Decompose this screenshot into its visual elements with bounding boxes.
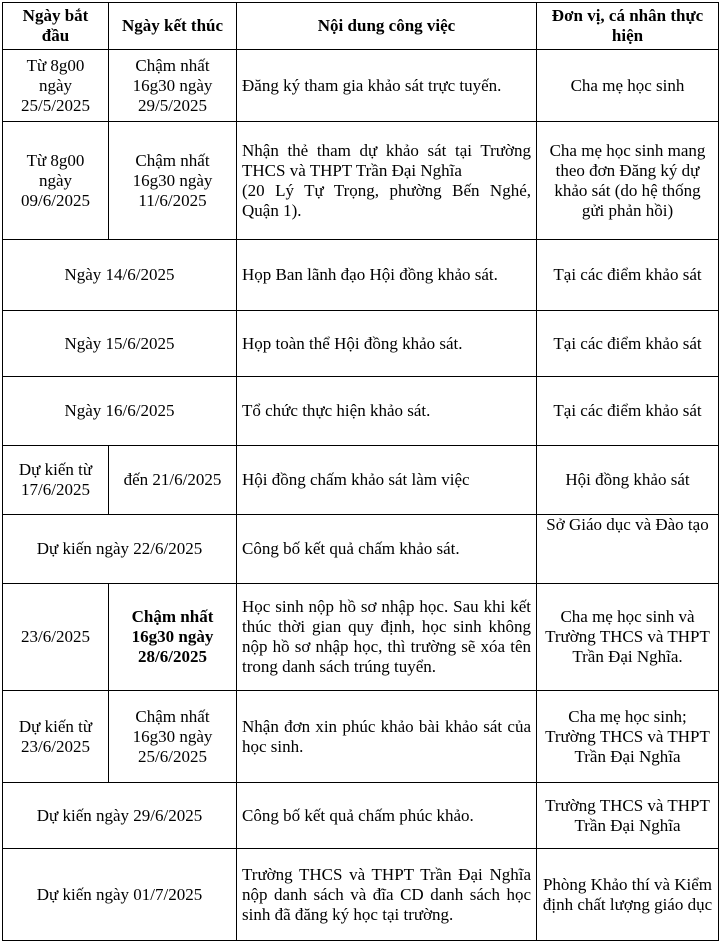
cell-content: Công bố kết quả chấm phúc khảo.: [237, 783, 537, 849]
cell-end: Chậm nhất 16g30 ngày 25/6/2025: [109, 691, 237, 783]
cell-responsible: Tại các điểm khảo sát: [537, 377, 719, 446]
table-row: [3, 515, 719, 584]
cell-content: Công bố kết quả chấm khảo sát.: [237, 515, 537, 584]
cell-content: Nhận đơn xin phúc khảo bài khảo sát của học sinh.: [237, 691, 537, 783]
cell-start: Từ 8g00 ngày 09/6/2025: [3, 122, 109, 240]
table-row: [3, 122, 719, 240]
content-address: (20 Lý Tự Trọng, phường Bến Nghé, Quận 1).: [242, 180, 531, 220]
cell-date: Dự kiến ngày 29/6/2025: [3, 783, 237, 849]
cell-date: Ngày 15/6/2025: [3, 311, 237, 377]
cell-start: Dự kiến từ 23/6/2025: [3, 691, 109, 783]
table-row: [3, 584, 719, 691]
header-content: Nội dung công việc: [237, 3, 537, 50]
cell-responsible: Cha mẹ học sinh; Trường THCS và THPT Trần Đại Nghĩa: [537, 691, 719, 783]
cell-end: Chậm nhất 16g30 ngày 28/6/2025: [109, 584, 237, 691]
cell-responsible: Hội đồng khảo sát: [537, 446, 719, 515]
cell-content: Học sinh nộp hồ sơ nhập học. Sau khi kết thúc thời gian quy định, học sinh không nộp hồ sơ nhập học, thì trường sẽ xóa tên trong danh sách trúng tuyển.: [237, 584, 537, 691]
table-row: [3, 50, 719, 122]
cell-end: Chậm nhất 16g30 ngày 29/5/2025: [109, 50, 237, 122]
cell-date: Dự kiến ngày 01/7/2025: [3, 849, 237, 941]
cell-end: Chậm nhất 16g30 ngày 11/6/2025: [109, 122, 237, 240]
table-row: [3, 849, 719, 941]
header-start-date: Ngày bắt đầu: [3, 3, 109, 50]
cell-responsible: Cha mẹ học sinh mang theo đơn Đăng ký dự khảo sát (do hệ thống gửi phản hồi): [537, 122, 719, 240]
cell-responsible: Tại các điểm khảo sát: [537, 311, 719, 377]
cell-end: đến 21/6/2025: [109, 446, 237, 515]
cell-responsible: Tại các điểm khảo sát: [537, 240, 719, 311]
table-row: [3, 783, 719, 849]
cell-content: Trường THCS và THPT Trần Đại Nghĩa nộp danh sách và đĩa CD danh sách học sinh đã đăng ký học tại trường.: [237, 849, 537, 941]
cell-responsible: Trường THCS và THPT Trần Đại Nghĩa: [537, 783, 719, 849]
table-row: [3, 377, 719, 446]
cell-content: Họp toàn thể Hội đồng khảo sát.: [237, 311, 537, 377]
cell-date: Ngày 16/6/2025: [3, 377, 237, 446]
cell-date: Dự kiến ngày 22/6/2025: [3, 515, 237, 584]
cell-responsible: Phòng Khảo thí và Kiểm định chất lượng giáo dục: [537, 849, 719, 941]
schedule-table: [2, 2, 719, 941]
cell-date: Ngày 14/6/2025: [3, 240, 237, 311]
header-responsible: Đơn vị, cá nhân thực hiện: [537, 3, 719, 50]
cell-content: Tổ chức thực hiện khảo sát.: [237, 377, 537, 446]
cell-content: Hội đồng chấm khảo sát làm việc: [237, 446, 537, 515]
cell-start: 23/6/2025: [3, 584, 109, 691]
cell-content: Đăng ký tham gia khảo sát trực tuyến.: [237, 50, 537, 122]
cell-start: Dự kiến từ 17/6/2025: [3, 446, 109, 515]
header-end-date: Ngày kết thúc: [109, 3, 237, 50]
cell-responsible: Cha mẹ học sinh và Trường THCS và THPT Trần Đại Nghĩa.: [537, 584, 719, 691]
cell-responsible: Cha mẹ học sinh: [537, 50, 719, 122]
cell-responsible: Sở Giáo dục và Đào tạo: [537, 515, 719, 584]
table-row: [3, 311, 719, 377]
cell-start: Từ 8g00 ngày 25/5/2025: [3, 50, 109, 122]
header-row: [3, 3, 719, 50]
table-row: [3, 691, 719, 783]
table-row: [3, 446, 719, 515]
table-row: [3, 240, 719, 311]
cell-content: [237, 122, 537, 240]
content-main: Nhận thẻ tham dự khảo sát tại Trường THCS và THPT Trần Đại Nghĩa: [242, 140, 531, 180]
cell-content: Họp Ban lãnh đạo Hội đồng khảo sát.: [237, 240, 537, 311]
